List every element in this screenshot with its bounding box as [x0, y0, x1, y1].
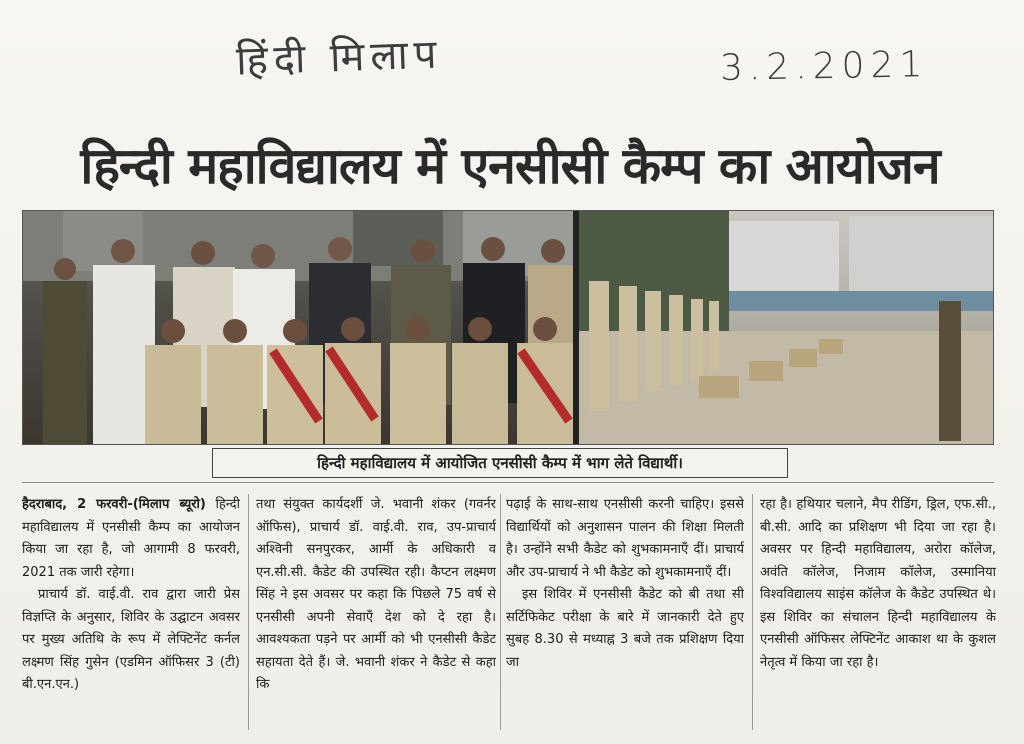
- column-divider: [500, 494, 501, 730]
- handwritten-date: 3.2.2021: [719, 44, 929, 89]
- paragraph: पढ़ाई के साथ-साथ एनसीसी करनी चाहिए। इससे विद्यार्थियों को अनुशासन पालन की शिक्षा मिलती है। उन्होंने सभी कैडेट को शुभकामनाएँ दीं। प्राचार्य और उप-प्राचार्य ने भी कैडेट को शुभकामनाएँ दीं।: [506, 497, 744, 580]
- paragraph: रहा है। हथियार चलाने, मैप रीडिंग, ड्रिल, एफ.सी., बी.सी. आदि का प्रशिक्षण भी दिया जा रहा है। अवसर पर हिन्दी महाविद्यालय, अरोरा कॉलेज, अवंति कॉलेज, निजाम कॉलेज, उस्मानिया विश्वविद्यालय साइंस कॉलेज के कैडेट उपस्थित थे। इस शिविर का संचालन हिन्दी महाविद्यालय के एनसीसी ऑफिसर लेफ्टिनेंट आकाश था के कुशल नेतृत्व में किया जा रहा है।: [760, 497, 996, 670]
- paragraph: इस शिविर में एनसीसी कैडेट को बी तथा सी सर्टिफिकेट परीक्षा के बारे में जानकारी देते हुए सुबह 8.30 से मध्याह्न 3 बजे तक प्रशिक्षण दिया जा: [506, 587, 744, 670]
- paragraph: हिन्दी महाविद्यालय में एनसीसी कैम्प का आयोजन किया जा रहा है, जो आगामी 8 फरवरी, 2021 तक जारी रहेगा।: [22, 497, 240, 580]
- article-column-3: [506, 494, 744, 734]
- article-headline: हिन्दी महाविद्यालय में एनसीसी कैम्प का आयोजन: [80, 137, 940, 195]
- photo-caption: हिन्दी महाविद्यालय में आयोजित एनसीसी कैम्प में भाग लेते विद्यार्थी।: [212, 448, 788, 478]
- column-divider: [752, 494, 753, 730]
- dateline: हैदराबाद, 2 फरवरी-(मिलाप ब्यूरो): [22, 497, 206, 512]
- column-divider: [248, 494, 249, 730]
- paragraph: प्राचार्य डॉ. वाई.वी. राव द्वारा जारी प्रेस विज्ञप्ति के अनुसार, शिविर के उद्घाटन अवसर पर मुख्य अतिथि के रूप में लेफ्टिनेंट कर्नल लक्ष्मण सिंह गुसेन (एडमिन ऑफिसर 3 (टी) बी.एन.एन.): [22, 587, 240, 692]
- article-column-1: [22, 494, 240, 734]
- handwritten-paper-name: हिंदी मिलाप: [235, 31, 444, 85]
- drill-training-photo: [579, 211, 994, 445]
- news-photo: [22, 210, 994, 445]
- divider: [22, 482, 994, 483]
- article-column-4: [760, 494, 996, 734]
- paragraph: तथा संयुक्त कार्यदर्शी जे. भवानी शंकर (गवर्नर ऑफिस), प्राचार्य डॉ. वाई.वी. राव, उप-प्राचार्य अश्विनी सनपुरकर, आर्मी के अधिकारी व एन.सी.सी. कैडेट की उपस्थित रही। कैप्टन लक्ष्मण सिंह ने इस अवसर पर कहा कि पिछले 75 वर्ष से एनसीसी अपनी सेवाएँ देश को दे रहा है। आवश्यकता पड़ने पर आर्मी को भी एनसीसी कैडेट सहायता देते हैं। जे. भवानी शंकर ने कैडेट से कहा कि: [256, 497, 496, 692]
- group-photo-cadets: [23, 211, 573, 445]
- article-column-2: [256, 494, 496, 734]
